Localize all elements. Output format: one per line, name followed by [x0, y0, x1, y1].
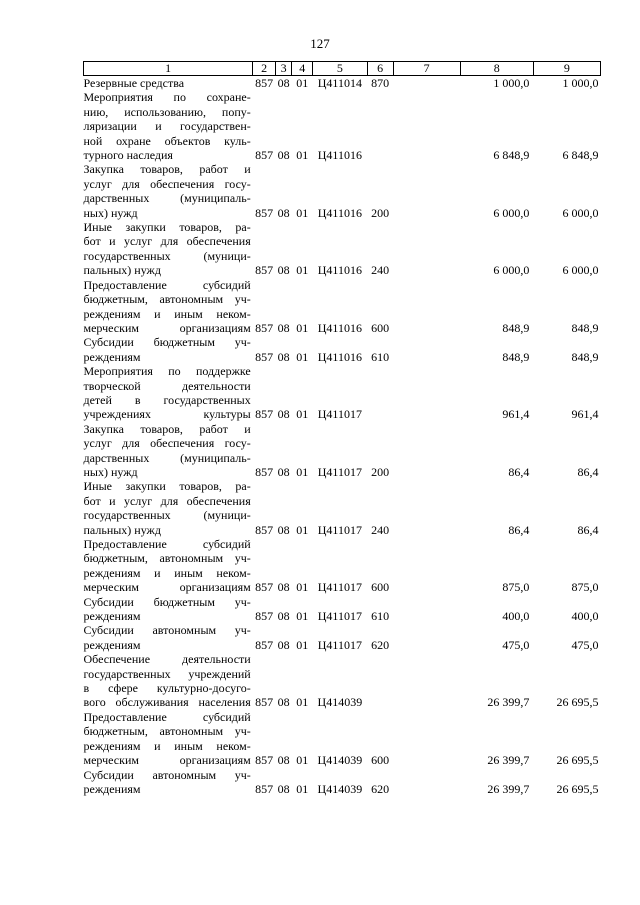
row-expense-type: 600 — [371, 320, 390, 335]
table-row — [84, 220, 601, 278]
table-body — [84, 76, 601, 797]
row-amount-col-9: 475,0 — [571, 637, 599, 652]
header-col-6: 6 — [367, 62, 393, 76]
row-expense-type — [367, 364, 393, 422]
row-target-article: Ц411017 — [317, 522, 362, 537]
row-target-article: Ц411016 — [317, 205, 362, 220]
row-description: Резервные средства — [83, 76, 185, 90]
row-subsection-code: 01 — [296, 695, 309, 710]
row-description: Предоставление субсидий бюджетным, автономным уч- реждениям и иным неком- мерческим организациям — [83, 537, 251, 595]
row-admin-code: 857 — [255, 148, 274, 163]
row-expense-type: 870 — [371, 76, 390, 90]
row-target-article: Ц411016 — [317, 320, 362, 335]
row-subsection-code: 01 — [296, 522, 309, 537]
row-target-article: Ц411016 — [317, 263, 362, 278]
row-amount-col-8: 6 000,0 — [493, 205, 530, 220]
row-expense-type: 600 — [371, 580, 390, 595]
row-description: Мероприятия по сохране- нию, использованию, попу- ляризации и государствен- ной охране объектов куль- турного наследия — [83, 90, 251, 163]
row-admin-code: 857 — [255, 349, 274, 364]
row-description: Мероприятия по поддержке творческой деятельности детей в государственных учреждениях культуры — [83, 364, 251, 422]
header-col-4: 4 — [292, 62, 313, 76]
table-row — [84, 90, 601, 162]
row-description: Субсидии бюджетным уч- реждениям — [83, 594, 251, 624]
row-col-7 — [393, 364, 460, 422]
table-row — [84, 278, 601, 336]
row-col-7 — [393, 652, 460, 710]
budget-table — [83, 61, 601, 796]
row-col-7 — [393, 768, 460, 797]
row-amount-col-9: 400,0 — [571, 609, 599, 624]
row-section-code: 08 — [277, 320, 290, 335]
row-amount-col-9: 86,4 — [577, 522, 599, 537]
header-col-2: 2 — [253, 62, 276, 76]
row-amount-col-9: 86,4 — [577, 464, 599, 479]
row-expense-type: 600 — [371, 753, 390, 768]
row-admin-code: 857 — [255, 464, 274, 479]
table-row — [84, 76, 601, 91]
row-amount-col-9: 961,4 — [571, 407, 599, 422]
row-section-code: 08 — [277, 580, 290, 595]
row-description: Обеспечение деятельности государственных учреждений в сфере культурно-досуго- вого обслуживания населения — [83, 652, 251, 710]
row-target-article: Ц411017 — [317, 609, 362, 624]
row-expense-type: 620 — [371, 637, 390, 652]
row-col-7 — [393, 422, 460, 480]
row-target-article: Ц411014 — [317, 76, 362, 90]
row-subsection-code: 01 — [296, 781, 309, 796]
row-section-code: 08 — [277, 148, 290, 163]
row-section-code: 08 — [277, 609, 290, 624]
row-expense-type — [367, 652, 393, 710]
row-amount-col-9: 26 695,5 — [556, 781, 599, 796]
row-expense-type: 240 — [371, 263, 390, 278]
row-target-article: Ц414039 — [317, 753, 363, 768]
row-col-7 — [393, 335, 460, 364]
row-admin-code: 857 — [255, 407, 274, 422]
header-col-7: 7 — [393, 62, 460, 76]
row-subsection-code: 01 — [296, 320, 309, 335]
row-expense-type: 610 — [371, 349, 390, 364]
row-section-code: 08 — [277, 695, 290, 710]
row-description: Иные закупки товаров, ра- бот и услуг для обеспечения государственных (муници- пальных) нужд — [83, 220, 251, 278]
row-amount-col-8: 961,4 — [502, 407, 530, 422]
table-row — [84, 623, 601, 652]
row-amount-col-9: 6 000,0 — [562, 205, 599, 220]
row-subsection-code: 01 — [296, 263, 309, 278]
row-target-article: Ц411017 — [317, 407, 362, 422]
row-admin-code: 857 — [255, 76, 274, 90]
row-amount-col-8: 26 399,7 — [487, 753, 530, 768]
row-section-code: 08 — [277, 781, 290, 796]
header-row — [84, 62, 601, 76]
row-expense-type: 610 — [371, 609, 390, 624]
row-col-7 — [393, 76, 460, 91]
row-admin-code: 857 — [255, 609, 274, 624]
row-description: Предоставление субсидий бюджетным, автономным уч- реждениям и иным неком- мерческим организациям — [83, 709, 251, 768]
row-expense-type: 200 — [371, 464, 390, 479]
row-description: Иные закупки товаров, ра- бот и услуг для обеспечения государственных (муници- пальных) нужд — [83, 479, 251, 537]
row-amount-col-8: 475,0 — [502, 637, 530, 652]
row-admin-code: 857 — [255, 580, 274, 595]
row-amount-col-8: 86,4 — [508, 522, 530, 537]
table-row — [84, 595, 601, 624]
row-target-article: Ц411017 — [317, 580, 362, 595]
table-row — [84, 768, 601, 797]
table-row — [84, 422, 601, 480]
table-row — [84, 479, 601, 537]
row-subsection-code: 01 — [296, 349, 309, 364]
row-subsection-code: 01 — [296, 205, 309, 220]
row-description: Предоставление субсидий бюджетным, автономным уч- реждениям и иным неком- мерческим организациям — [83, 277, 251, 335]
row-section-code: 08 — [277, 76, 290, 90]
header-col-1: 1 — [84, 62, 253, 76]
row-amount-col-8: 875,0 — [502, 580, 530, 595]
row-section-code: 08 — [277, 753, 290, 768]
row-col-7 — [393, 162, 460, 220]
row-amount-col-8: 86,4 — [508, 464, 530, 479]
row-admin-code: 857 — [255, 781, 274, 796]
row-amount-col-9: 6 848,9 — [562, 148, 599, 163]
row-amount-col-9: 6 000,0 — [562, 263, 599, 278]
row-subsection-code: 01 — [296, 609, 309, 624]
row-section-code: 08 — [277, 349, 290, 364]
row-amount-col-9: 26 695,5 — [556, 695, 599, 710]
header-col-5: 5 — [313, 62, 368, 76]
row-subsection-code: 01 — [296, 76, 309, 90]
row-description: Субсидии бюджетным уч- реждениям — [83, 335, 251, 364]
row-section-code: 08 — [277, 407, 290, 422]
table-row — [84, 364, 601, 422]
row-subsection-code: 01 — [296, 580, 309, 595]
row-admin-code: 857 — [255, 753, 274, 768]
row-admin-code: 857 — [255, 320, 274, 335]
table-row — [84, 652, 601, 710]
header-col-3: 3 — [275, 62, 292, 76]
row-target-article: Ц411017 — [317, 637, 362, 652]
row-col-7 — [393, 90, 460, 162]
row-description: Субсидии автономным уч- реждениям — [83, 767, 251, 796]
header-col-9: 9 — [533, 62, 600, 76]
row-amount-col-8: 6 000,0 — [493, 263, 530, 278]
row-description: Закупка товаров, работ и услуг для обеспечения госу- дарственных (муниципаль- ных) нужд — [83, 421, 251, 479]
row-admin-code: 857 — [255, 522, 274, 537]
row-amount-col-9: 875,0 — [571, 580, 599, 595]
row-amount-col-8: 848,9 — [502, 349, 530, 364]
row-subsection-code: 01 — [296, 407, 309, 422]
table-row — [84, 162, 601, 220]
row-description: Закупка товаров, работ и услуг для обеспечения госу- дарственных (муниципаль- ных) нужд — [83, 162, 251, 220]
row-expense-type — [367, 90, 393, 162]
row-admin-code: 857 — [255, 637, 274, 652]
row-amount-col-9: 848,9 — [571, 320, 599, 335]
row-col-7 — [393, 220, 460, 278]
row-col-7 — [393, 710, 460, 768]
row-expense-type: 200 — [371, 205, 390, 220]
row-col-7 — [393, 537, 460, 595]
table-header — [84, 62, 601, 76]
row-amount-col-9: 26 695,5 — [556, 753, 599, 768]
row-section-code: 08 — [277, 263, 290, 278]
row-target-article: Ц411017 — [317, 464, 362, 479]
row-amount-col-9: 1 000,0 — [562, 76, 599, 90]
table-row — [84, 537, 601, 595]
row-section-code: 08 — [277, 464, 290, 479]
row-target-article: Ц411016 — [317, 148, 362, 163]
row-col-7 — [393, 479, 460, 537]
row-subsection-code: 01 — [296, 753, 309, 768]
row-subsection-code: 01 — [296, 148, 309, 163]
table-row — [84, 335, 601, 364]
row-admin-code: 857 — [255, 205, 274, 220]
row-amount-col-8: 848,9 — [502, 320, 530, 335]
page-number: 127 — [310, 36, 330, 51]
row-expense-type: 620 — [371, 781, 390, 796]
row-target-article: Ц414039 — [317, 695, 363, 710]
row-subsection-code: 01 — [296, 464, 309, 479]
row-expense-type: 240 — [371, 522, 390, 537]
row-admin-code: 857 — [255, 263, 274, 278]
row-amount-col-8: 26 399,7 — [487, 781, 530, 796]
row-amount-col-8: 1 000,0 — [493, 76, 530, 90]
header-col-8: 8 — [460, 62, 533, 76]
row-section-code: 08 — [277, 637, 290, 652]
row-amount-col-8: 26 399,7 — [487, 695, 530, 710]
row-amount-col-8: 400,0 — [502, 609, 530, 624]
row-col-7 — [393, 623, 460, 652]
table-row — [84, 710, 601, 768]
row-amount-col-8: 6 848,9 — [493, 148, 530, 163]
row-subsection-code: 01 — [296, 637, 309, 652]
row-target-article: Ц414039 — [317, 781, 363, 796]
row-section-code: 08 — [277, 522, 290, 537]
row-col-7 — [393, 595, 460, 624]
row-section-code: 08 — [277, 205, 290, 220]
row-description: Субсидии автономным уч- реждениям — [83, 623, 251, 652]
row-col-7 — [393, 278, 460, 336]
row-admin-code: 857 — [255, 695, 274, 710]
row-target-article: Ц411016 — [317, 349, 362, 364]
row-amount-col-9: 848,9 — [571, 349, 599, 364]
